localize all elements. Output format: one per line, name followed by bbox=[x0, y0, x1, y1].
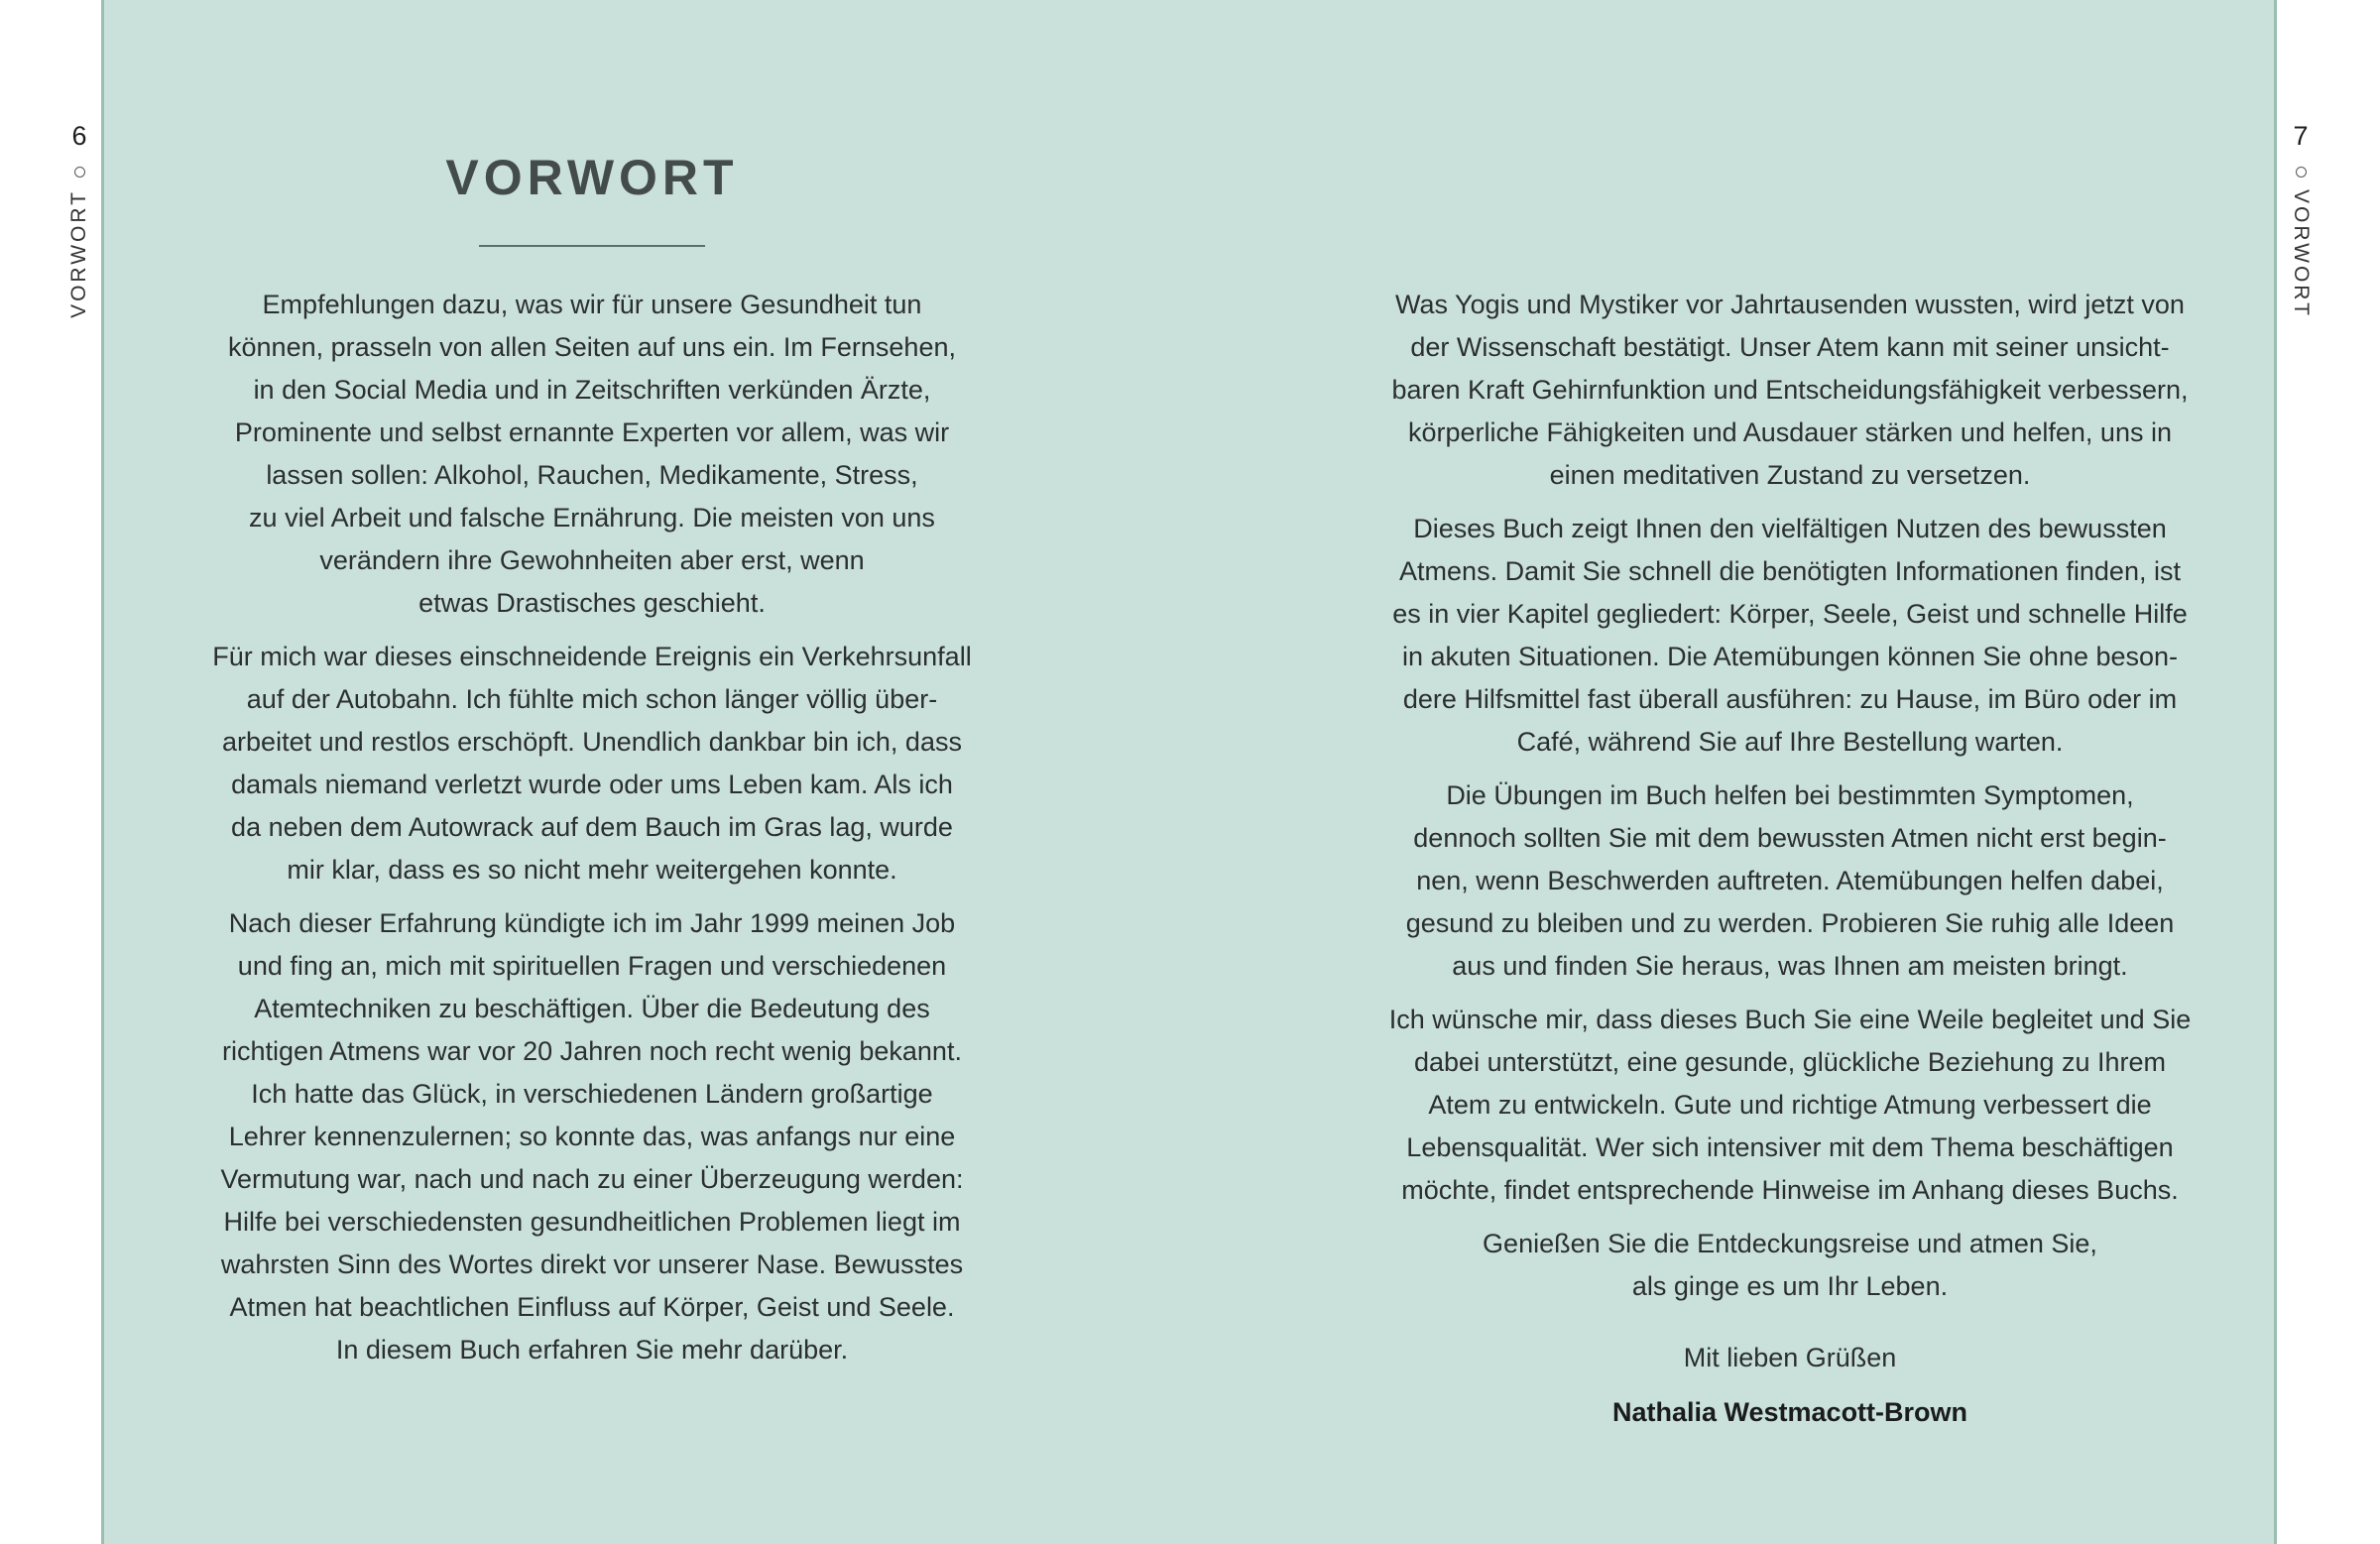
text-line: Ich wünsche mir, dass dieses Buch Sie eine Weile begleitet und Sie bbox=[1388, 1005, 2192, 1034]
running-head: VORWORT bbox=[2290, 189, 2313, 318]
paragraph bbox=[1373, 1223, 2206, 1308]
text-line: Lehrer kennenzulernen; so konnte das, was anfangs nur eine bbox=[228, 1122, 956, 1151]
text-line: Die Übungen im Buch helfen bei bestimmten Symptomen, bbox=[1446, 780, 2134, 810]
text-line: Atemtechniken zu beschäftigen. Über die Bedeutung des bbox=[254, 994, 930, 1023]
text-line: da neben dem Autowrack auf dem Bauch im Gras lag, wurde bbox=[231, 812, 953, 842]
text-line: etwas Drastisches geschieht. bbox=[418, 588, 766, 618]
text-line: Vermutung war, nach und nach zu einer Überzeugung werden: bbox=[220, 1164, 964, 1194]
text-line: möchte, findet entsprechende Hinweise im Anhang dieses Buchs. bbox=[1401, 1175, 2179, 1205]
text-line: als ginge es um Ihr Leben. bbox=[1631, 1271, 1949, 1301]
text-line: gesund zu bleiben und zu werden. Probieren Sie ruhig alle Ideen bbox=[1405, 908, 2175, 938]
text-line: Was Yogis und Mystiker vor Jahrtausenden wussten, wird jetzt von bbox=[1395, 290, 2185, 319]
text-line: baren Kraft Gehirnfunktion und Entscheidungsfähigkeit verbessern, bbox=[1391, 375, 2189, 405]
text-line: aus und finden Sie heraus, was Ihnen am meisten bringt. bbox=[1452, 951, 2128, 981]
text-line: zu viel Arbeit und falsche Ernährung. Die meisten von uns bbox=[249, 503, 935, 533]
text-line: Atmens. Damit Sie schnell die benötigten Informationen finden, ist bbox=[1399, 556, 2181, 586]
text-line: Atmen hat beachtlichen Einfluss auf Körper, Geist und Seele. bbox=[229, 1292, 955, 1322]
paragraph bbox=[176, 636, 1009, 891]
text-line: lassen sollen: Alkohol, Rauchen, Medikamente, Stress, bbox=[266, 460, 918, 490]
chapter-title: VORWORT bbox=[445, 150, 739, 205]
text-line: Lebensqualität. Wer sich intensiver mit dem Thema beschäftigen bbox=[1406, 1132, 2174, 1162]
text-line: arbeitet und restlos erschöpft. Unendlich dankbar bin ich, dass bbox=[222, 727, 962, 757]
text-line: Ich hatte das Glück, in verschiedenen Ländern großartige bbox=[251, 1079, 933, 1109]
text-line: können, prasseln von allen Seiten auf uns ein. Im Fernsehen, bbox=[228, 332, 956, 362]
text-line: Genießen Sie die Entdeckungsreise und atmen Sie, bbox=[1483, 1229, 2097, 1258]
text-line: auf der Autobahn. Ich fühlte mich schon länger völlig über- bbox=[246, 684, 938, 714]
text-line: In diesem Buch erfahren Sie mehr darüber. bbox=[335, 1335, 849, 1365]
paragraph bbox=[176, 284, 1009, 625]
right-column bbox=[1373, 284, 2206, 1434]
text-line: richtigen Atmens war vor 20 Jahren noch recht wenig bekannt. bbox=[222, 1036, 962, 1066]
text-line: der Wissenschaft bestätigt. Unser Atem kann mit seiner unsicht- bbox=[1410, 332, 2170, 362]
text-line: Hilfe bei verschiedensten gesundheitlichen Problemen liegt im bbox=[223, 1207, 961, 1237]
page-number: 7 bbox=[2293, 121, 2309, 151]
text-line: Atem zu entwickeln. Gute und richtige Atmung verbessert die bbox=[1428, 1090, 2152, 1120]
text-line: wahrsten Sinn des Wortes direkt vor unserer Nase. Bewusstes bbox=[220, 1249, 964, 1279]
text-line: in den Social Media und in Zeitschriften verkünden Ärzte, bbox=[253, 375, 931, 405]
paragraph bbox=[176, 902, 1009, 1371]
title-divider bbox=[479, 245, 705, 247]
circle-ornament-icon bbox=[2296, 167, 2307, 178]
closing-greeting: Mit lieben Grüßen bbox=[1683, 1343, 1897, 1372]
text-line: verändern ihre Gewohnheiten aber erst, wenn bbox=[319, 545, 865, 575]
page-number: 6 bbox=[71, 121, 87, 151]
text-line: körperliche Fähigkeiten und Ausdauer stärken und helfen, uns in bbox=[1407, 417, 2172, 447]
text-line: dennoch sollten Sie mit dem bewussten Atmen nicht erst begin- bbox=[1413, 823, 2167, 853]
text-line: in akuten Situationen. Die Atemübungen können Sie ohne beson- bbox=[1401, 642, 2179, 671]
running-head: VORWORT bbox=[67, 189, 90, 318]
circle-ornament-icon bbox=[74, 167, 85, 178]
left-folio bbox=[50, 121, 109, 318]
text-line: Dieses Buch zeigt Ihnen den vielfältigen Nutzen des bewussten bbox=[1413, 514, 2167, 543]
text-line: und fing an, mich mit spirituellen Fragen und verschiedenen bbox=[237, 951, 947, 981]
text-line: Café, während Sie auf Ihre Bestellung warten. bbox=[1516, 727, 2064, 757]
text-line: dere Hilfsmittel fast überall ausführen: zu Hause, im Büro oder im bbox=[1402, 684, 2178, 714]
text-line: es in vier Kapitel gegliedert: Körper, Seele, Geist und schnelle Hilfe bbox=[1392, 599, 2188, 629]
text-line: Empfehlungen dazu, was wir für unsere Gesundheit tun bbox=[262, 290, 922, 319]
paragraph bbox=[1373, 999, 2206, 1212]
text-line: Prominente und selbst ernannte Experten vor allem, was wir bbox=[234, 417, 950, 447]
text-line: dabei unterstützt, eine gesunde, glückliche Beziehung zu Ihrem bbox=[1414, 1047, 2166, 1077]
text-line: nen, wenn Beschwerden auftreten. Atemübungen helfen dabei, bbox=[1416, 866, 2164, 895]
paragraph bbox=[1373, 774, 2206, 988]
paragraph bbox=[1373, 508, 2206, 764]
text-line: damals niemand verletzt wurde oder ums Leben kam. Als ich bbox=[231, 770, 953, 799]
text-line: Nach dieser Erfahrung kündigte ich im Jahr 1999 meinen Job bbox=[228, 908, 956, 938]
text-line: einen meditativen Zustand zu versetzen. bbox=[1549, 460, 2031, 490]
author-signature: Nathalia Westmacott-Brown bbox=[1611, 1397, 1968, 1427]
text-line: mir klar, dass es so nicht mehr weitergehen konnte. bbox=[287, 855, 897, 885]
paragraph bbox=[1373, 284, 2206, 497]
left-column bbox=[176, 284, 1009, 1382]
right-folio bbox=[2271, 121, 2330, 318]
text-line: Für mich war dieses einschneidende Ereignis ein Verkehrsunfall bbox=[212, 642, 972, 671]
